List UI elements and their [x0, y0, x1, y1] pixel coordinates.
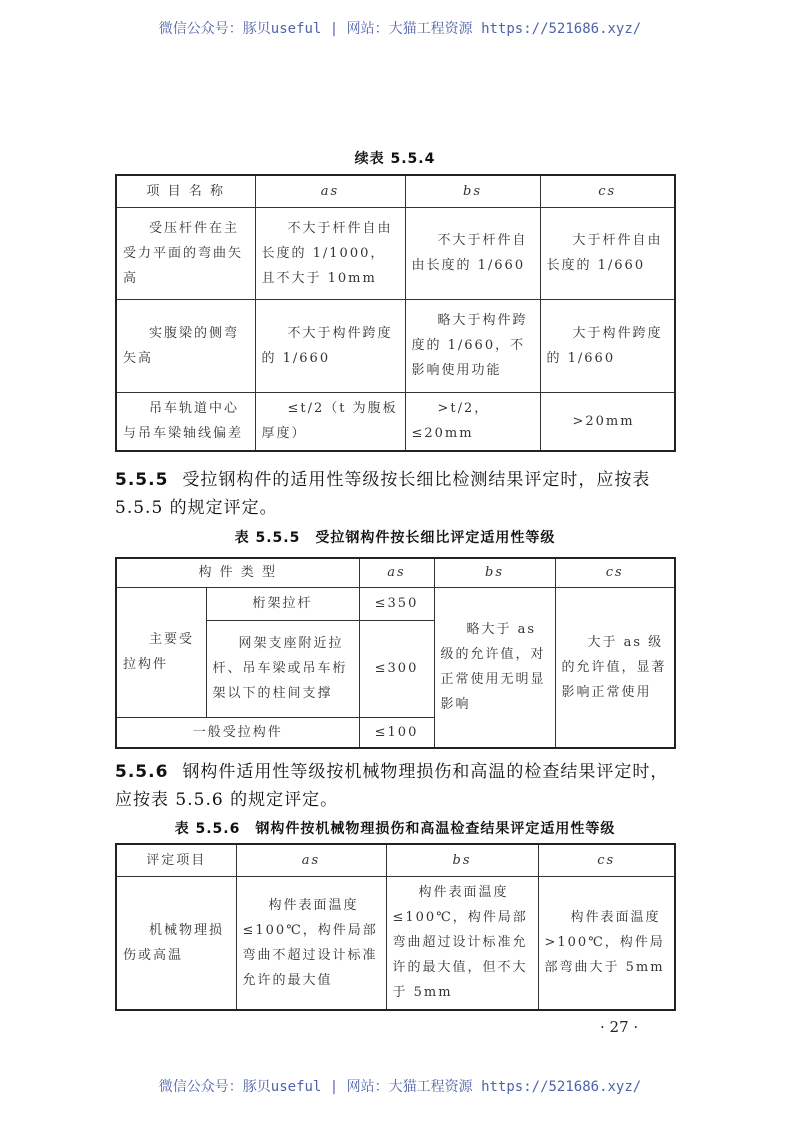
header-b: bs: [405, 175, 540, 207]
table-556-title: 表 5.5.6 钢构件按机械物理损伤和高温检查结果评定适用性等级: [174, 821, 616, 837]
table-555: [115, 557, 676, 749]
general-tension: 一般受拉构件: [116, 717, 359, 748]
header-c: cs: [555, 558, 675, 587]
clause-text: 受拉钢构件的适用性等级按长细比检测结果评定时，应按表 5.5.5 的规定评定。: [115, 470, 651, 518]
cell: 构件表面温度≤100℃，构件局部弯曲超过设计标准允许的最大值，但不大于 5mm: [386, 876, 538, 1010]
cell: 实腹梁的侧弯矢高: [116, 299, 255, 392]
cell: 不大于构件跨度的 1/660: [255, 299, 405, 392]
table-row: [116, 392, 675, 451]
grade-b: 略大于 as 级的允许值，对正常使用无明显影响: [434, 587, 555, 748]
cell: 吊车轨道中心与吊车梁轴线偏差: [116, 392, 255, 451]
clause-5-5-5: [115, 466, 675, 522]
clause-number: 5.5.5: [115, 470, 169, 490]
table-row: [116, 207, 675, 299]
header-b: bs: [434, 558, 555, 587]
header-type: 构 件 类 型: [116, 558, 359, 587]
header-item-name: 项 目 名 称: [116, 175, 255, 207]
general-tension-a: ≤100: [359, 717, 434, 748]
truss-tie: 桁架拉杆: [206, 587, 359, 620]
header-a: as: [255, 175, 405, 207]
cell: >20mm: [540, 392, 675, 451]
header-b: bs: [386, 844, 538, 876]
truss-tie-a: ≤350: [359, 587, 434, 620]
header-c: cs: [538, 844, 675, 876]
clause-5-5-6: [115, 758, 675, 814]
clause-text: 钢构件适用性等级按机械物理损伤和高温的检查结果评定时，应按表 5.5.6 的规定评定。: [115, 762, 669, 810]
watermark-top: 微信公众号：豚贝useful | 网站：大猫工程资源 https://521686.xyz/: [158, 21, 642, 37]
cell: 不大于杆件自由长度的 1/660: [405, 207, 540, 299]
cell: 构件表面温度≤100℃，构件局部弯曲不超过设计标准允许的最大值: [236, 876, 386, 1010]
grade-c: 大于 as 级的允许值，显著影响正常使用: [555, 587, 675, 748]
bracing: 网架支座附近拉杆、吊车梁或吊车桁架以下的柱间支撑: [206, 620, 359, 717]
table-554: [115, 174, 676, 452]
cell: >t/2，≤20mm: [405, 392, 540, 451]
table-554-title: 续表 5.5.4: [354, 151, 436, 167]
group-main-tension: 主要受拉构件: [116, 587, 206, 717]
cell: 略大于构件跨度的 1/660，不影响使用功能: [405, 299, 540, 392]
table-row: [116, 299, 675, 392]
clause-number: 5.5.6: [115, 762, 169, 782]
cell: 受压杆件在主受力平面的弯曲矢高: [116, 207, 255, 299]
bracing-a: ≤300: [359, 620, 434, 717]
header-a: as: [236, 844, 386, 876]
watermark-bottom: 微信公众号：豚贝useful | 网站：大猫工程资源 https://521686.xyz/: [158, 1079, 642, 1095]
header-item: 评定项目: [116, 844, 236, 876]
cell: 机械物理损伤或高温: [116, 876, 236, 1010]
cell: ≤t/2（t 为腹板厚度）: [255, 392, 405, 451]
cell: 不大于杆件自由长度的 1/1000，且不大于 10mm: [255, 207, 405, 299]
table-row: [116, 876, 675, 1010]
header-a: as: [359, 558, 434, 587]
table-555-title: 表 5.5.5 受拉钢构件按长细比评定适用性等级: [234, 530, 556, 546]
cell: 大于构件跨度的 1/660: [540, 299, 675, 392]
page-number: · 27 ·: [600, 1018, 639, 1036]
header-c: cs: [540, 175, 675, 207]
cell: 大于杆件自由长度的 1/660: [540, 207, 675, 299]
table-556: [115, 843, 676, 1011]
cell: 构件表面温度>100℃，构件局部弯曲大于 5mm: [538, 876, 675, 1010]
